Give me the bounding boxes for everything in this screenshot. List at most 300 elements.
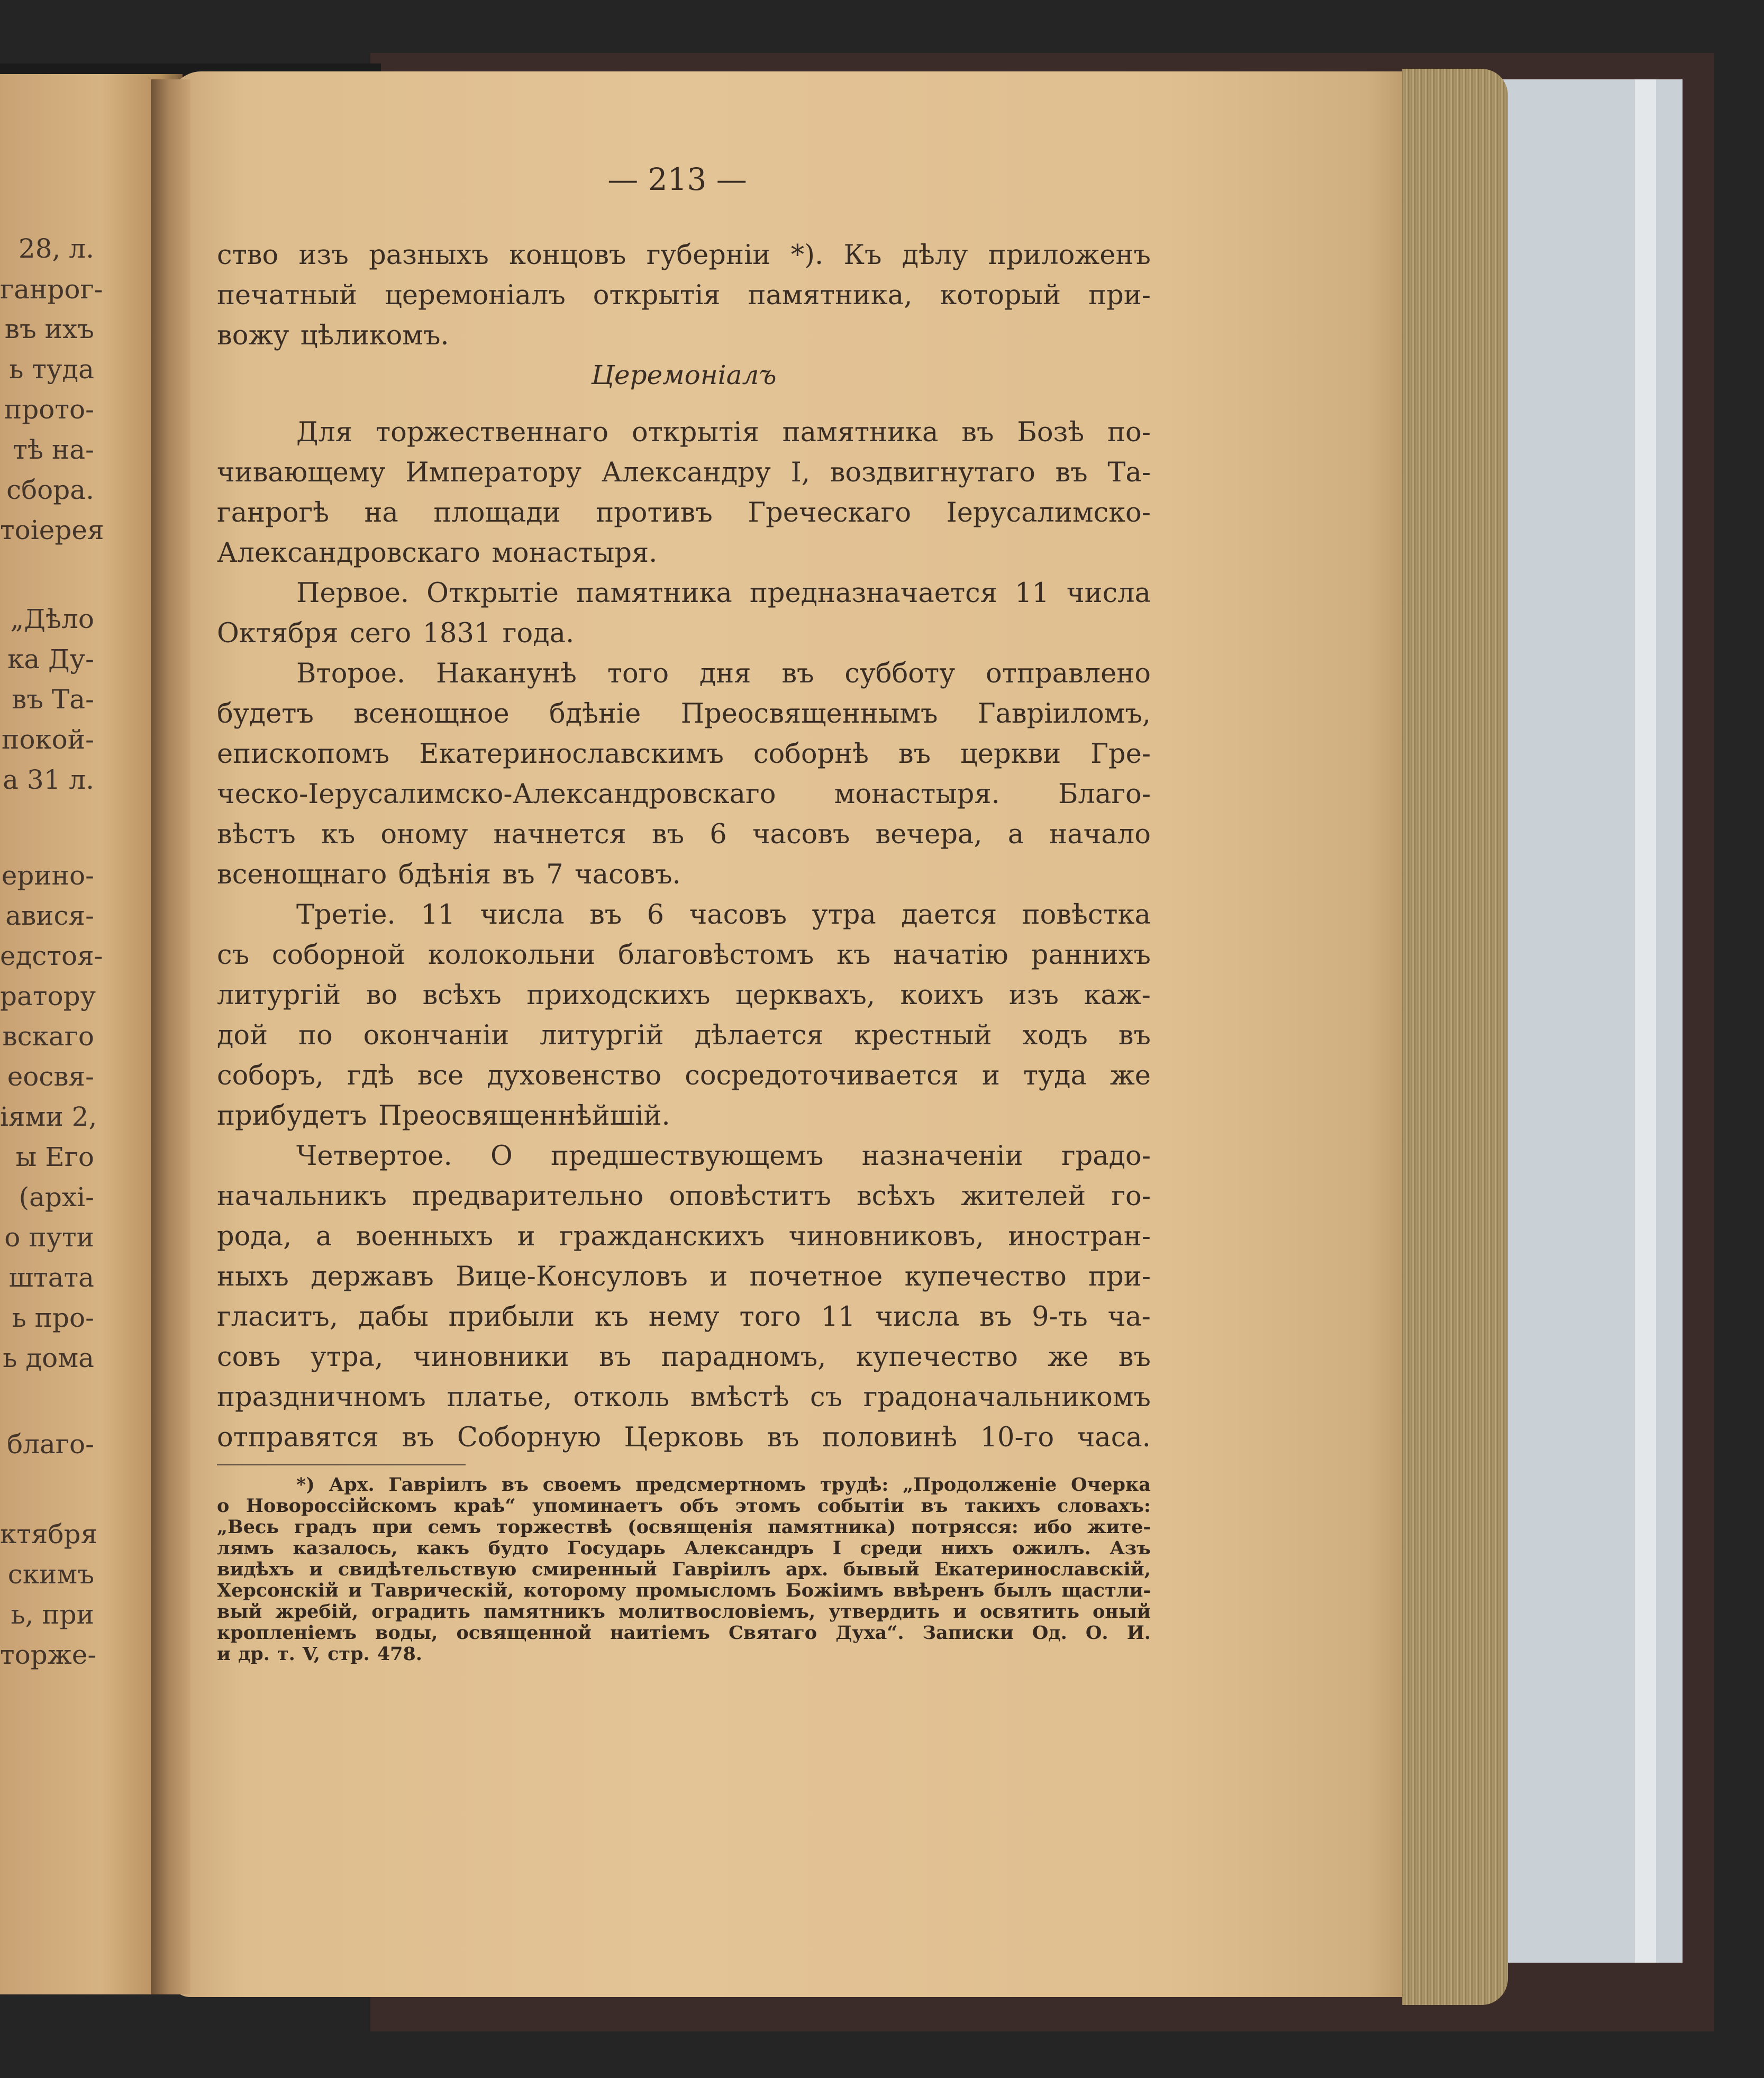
word: среди — [860, 1537, 923, 1559]
word: числа — [480, 899, 565, 931]
word: предшествующемъ — [551, 1141, 824, 1172]
word: трудѣ: — [820, 1474, 889, 1496]
word: Екатеринославскій, — [934, 1558, 1151, 1580]
left-fragment: ратору — [0, 981, 96, 1011]
left-fragment: въ ихъ — [4, 314, 94, 344]
left-fragment: вскаго — [2, 1021, 94, 1052]
word: Божіимъ — [785, 1580, 884, 1601]
word: 6 — [710, 819, 727, 850]
word: крестный — [854, 1020, 992, 1051]
word: въ — [1055, 457, 1088, 488]
left-fragment: ктября — [0, 1519, 98, 1550]
word: 11 — [1014, 578, 1049, 609]
footnote-line — [296, 1474, 1151, 1496]
word: благовѣстомъ — [618, 940, 814, 971]
word: 10-го — [980, 1422, 1054, 1453]
word: отправятся — [217, 1422, 379, 1453]
word: утвердить — [829, 1601, 940, 1623]
word: Императору — [405, 457, 582, 488]
word: наитіемъ — [610, 1622, 710, 1644]
word: всѣхъ — [422, 980, 502, 1011]
word: Од. — [1032, 1622, 1067, 1644]
left-fragment: торже- — [0, 1639, 97, 1670]
word: памятника — [782, 417, 939, 448]
left-fragment: благо- — [7, 1429, 94, 1460]
word: Александръ — [684, 1537, 814, 1559]
word: 6 — [647, 899, 665, 931]
word: Бозѣ — [1017, 417, 1085, 448]
word: воздвигнутаго — [830, 457, 1035, 488]
word: праздничномъ — [217, 1382, 426, 1413]
word: при — [372, 1516, 413, 1538]
word: Таврическій, — [371, 1580, 514, 1601]
word: О. — [1085, 1622, 1108, 1644]
word: рода, — [217, 1221, 292, 1252]
word: Гре- — [1090, 739, 1151, 770]
left-fragment: ерино- — [1, 860, 94, 891]
word: дается — [901, 899, 997, 931]
word: упоминаетъ — [532, 1495, 663, 1517]
word: повѣстка — [1022, 899, 1151, 931]
word: каж- — [1084, 980, 1151, 1011]
word: Гавріиломъ, — [977, 698, 1151, 730]
word: этомъ — [735, 1495, 801, 1517]
word: прибудетъ — [217, 1100, 367, 1132]
left-fragment: едстоя- — [0, 941, 103, 971]
word: Соборную — [457, 1422, 602, 1453]
text-line — [217, 976, 1151, 1016]
word: утра, — [310, 1342, 384, 1373]
word: объ — [679, 1495, 719, 1517]
word: во — [366, 980, 398, 1011]
word: Азъ — [1110, 1537, 1151, 1559]
word: бдѣніе — [549, 698, 641, 730]
word: Преосвященнѣйшій. — [378, 1100, 670, 1132]
left-fragment: ы Его — [15, 1142, 94, 1172]
word: колокольни — [428, 940, 596, 971]
word: молитвословіемъ, — [618, 1601, 816, 1623]
word: начальникъ — [217, 1181, 387, 1212]
left-fragment: ь про- — [12, 1302, 94, 1333]
text-line — [217, 774, 1151, 815]
word: въ — [402, 1422, 434, 1453]
word: *). — [790, 240, 824, 271]
word: жителей — [961, 1181, 1086, 1212]
left-page-text — [0, 0, 106, 2078]
word: памятника) — [768, 1516, 896, 1538]
word: Благо- — [1058, 779, 1151, 810]
word: Третіе. — [296, 899, 396, 931]
word: Первое. — [296, 578, 410, 609]
word: площади — [433, 497, 561, 528]
word: ввѣренъ — [893, 1580, 985, 1601]
word: военныхъ — [356, 1221, 494, 1252]
word: коихъ — [900, 980, 984, 1011]
text-line — [217, 453, 1151, 493]
footnote-line — [217, 1601, 1151, 1623]
word: словахъ: — [1057, 1495, 1151, 1517]
word: оградить — [371, 1601, 470, 1623]
word: торжественнаго — [375, 417, 609, 448]
word: по — [298, 1020, 333, 1051]
left-fragment: тоіерея — [0, 515, 104, 545]
word: и — [348, 1580, 362, 1601]
text-line — [217, 235, 1151, 276]
word: о — [217, 1495, 230, 1517]
text-line — [217, 1096, 1151, 1136]
text-line — [296, 413, 1151, 453]
word: изъ — [1008, 980, 1059, 1011]
word: И. — [1126, 1622, 1151, 1644]
left-fragment: ь туда — [9, 354, 94, 385]
word: своемъ — [542, 1474, 622, 1496]
word: епископомъ — [217, 739, 390, 770]
word: купечество — [856, 1342, 1018, 1373]
word: литургій — [217, 980, 341, 1011]
word: кропленіемъ — [217, 1622, 357, 1644]
word: которому — [523, 1580, 626, 1601]
word: и — [953, 1601, 967, 1623]
word: свидѣтельствую — [338, 1558, 517, 1580]
word: градъ — [294, 1516, 357, 1538]
word: Вице-Консуловъ — [456, 1261, 688, 1292]
word: въ — [979, 1301, 1012, 1333]
word: градо- — [1061, 1141, 1151, 1172]
word: Духа“. — [835, 1622, 904, 1644]
word: назначеніи — [861, 1141, 1023, 1172]
word: числа — [1066, 578, 1151, 609]
word: цѣликомъ. — [300, 320, 449, 351]
word: противъ — [596, 497, 713, 528]
word: дня — [699, 658, 751, 689]
word: V, — [302, 1643, 321, 1665]
footnote-line — [217, 1538, 1151, 1559]
word: 9-ть — [1032, 1301, 1088, 1333]
text-line — [296, 573, 1151, 614]
left-fragment: еосвя- — [7, 1061, 94, 1092]
word: утра — [812, 899, 876, 931]
word: Преосвященнымъ — [680, 698, 938, 730]
text-line — [217, 855, 1151, 895]
text-line — [217, 734, 1151, 774]
text-line — [296, 895, 1151, 935]
left-fragment: (архі- — [19, 1182, 94, 1213]
word: открытія — [632, 417, 759, 448]
word: въ — [781, 658, 814, 689]
word: Октября — [217, 618, 339, 649]
word: „Продолженіе — [903, 1474, 1057, 1496]
word: все — [417, 1060, 464, 1091]
text-line — [217, 316, 1151, 356]
word: бдѣнія — [398, 859, 492, 890]
word: оный — [1092, 1601, 1151, 1623]
word: чиновники — [413, 1342, 569, 1373]
text-line — [296, 654, 1151, 694]
left-fragment: ь, при — [11, 1599, 94, 1630]
word: Государь — [567, 1537, 666, 1559]
word: Гавріилъ — [672, 1558, 771, 1580]
word: Открытіе — [426, 578, 559, 609]
text-line — [217, 1217, 1151, 1257]
word: 1831 — [422, 618, 492, 649]
word: сего — [350, 618, 412, 649]
word: чиновниковъ, — [788, 1221, 984, 1252]
text-line — [217, 1337, 1151, 1378]
text-line — [296, 1136, 1151, 1177]
word: смиренный — [531, 1558, 657, 1580]
word: начало — [1049, 819, 1151, 850]
page-number: — 213 — — [607, 161, 747, 197]
word: будетъ — [217, 698, 314, 730]
word: памятникъ — [483, 1601, 605, 1623]
word: ческо-Іерусалимско-Александровскаго — [217, 779, 776, 810]
word: жите- — [1087, 1516, 1151, 1538]
left-fragment: ка Ду- — [7, 644, 94, 675]
word: ча- — [1107, 1301, 1151, 1333]
text-line — [217, 1418, 1151, 1458]
word: въ — [921, 1495, 948, 1517]
word: градоначальникомъ — [863, 1382, 1151, 1413]
word: нему — [648, 1301, 720, 1333]
word: гражданскихъ — [559, 1221, 765, 1252]
left-fragment: покой- — [2, 724, 94, 755]
word: всѣхъ — [856, 1181, 936, 1212]
word: 11 — [821, 1301, 856, 1333]
text-line — [217, 1016, 1151, 1056]
left-fragment: тѣ на- — [13, 434, 94, 465]
word: и — [517, 1221, 535, 1252]
book-cover-edge — [1635, 79, 1656, 1963]
word: года. — [502, 618, 575, 649]
text-line — [217, 694, 1151, 734]
word: по- — [1107, 417, 1151, 448]
book-gutter — [151, 79, 190, 1994]
word: былъ — [994, 1580, 1052, 1601]
word: монастыря. — [492, 537, 658, 569]
word: того — [739, 1301, 801, 1333]
word: въ — [1118, 1020, 1151, 1051]
text-line — [217, 276, 1151, 316]
word: всенощное — [353, 698, 510, 730]
text-line — [217, 935, 1151, 976]
text-line — [217, 1378, 1151, 1418]
word: который — [940, 280, 1061, 311]
word: въ — [898, 739, 931, 770]
word: числа — [875, 1301, 960, 1333]
word: въ — [1118, 1342, 1151, 1373]
word: предсмертномъ — [635, 1474, 806, 1496]
word: печатный — [217, 280, 358, 311]
word: часовъ — [689, 899, 787, 931]
footnote-line — [217, 1623, 1151, 1644]
word: событіи — [817, 1495, 904, 1517]
word: концовъ — [509, 240, 626, 271]
word: церемоніалъ — [385, 280, 566, 311]
word: Александровскаго — [217, 537, 480, 569]
word: церквахъ, — [735, 980, 876, 1011]
word: лямъ — [217, 1537, 274, 1559]
word: дабы — [358, 1301, 429, 1333]
word: въ — [502, 859, 535, 890]
text-line — [217, 815, 1151, 855]
text-line — [217, 493, 1151, 533]
word: парадномъ, — [661, 1342, 826, 1373]
word: раннихъ — [1031, 940, 1151, 971]
word: „Весь — [217, 1516, 279, 1538]
word: видѣхъ — [217, 1558, 294, 1580]
word: въ — [767, 1422, 799, 1453]
word: съ — [217, 940, 250, 971]
word: и — [217, 1643, 231, 1665]
word: оному — [380, 819, 468, 850]
word: Наканунѣ — [435, 658, 577, 689]
word: а — [1007, 819, 1024, 850]
word: отколь — [573, 1382, 669, 1413]
word: Александру — [601, 457, 771, 488]
word: предназначается — [749, 578, 997, 609]
word: губерніи — [646, 240, 771, 271]
word: ожилъ. — [1012, 1537, 1091, 1559]
word: промысломъ — [635, 1580, 776, 1601]
word: сосредоточивается — [685, 1060, 959, 1091]
word: какъ — [416, 1537, 470, 1559]
left-fragment: сбора. — [6, 475, 94, 505]
text-line — [217, 1257, 1151, 1297]
section-heading: Церемоніалъ — [591, 360, 777, 390]
word: Очерка — [1071, 1474, 1151, 1496]
word: воды, — [375, 1622, 438, 1644]
word: стр. — [328, 1643, 370, 1665]
word: къ — [321, 819, 356, 850]
word: Іерусалимско- — [946, 497, 1151, 528]
left-fragment: 28, л. — [18, 233, 94, 264]
word: будто — [488, 1537, 549, 1559]
word: и — [981, 1060, 1000, 1091]
word: 7 — [546, 859, 563, 890]
word: въ — [598, 1342, 632, 1373]
word: др. — [238, 1643, 270, 1665]
footnote-line — [217, 1517, 1151, 1538]
word: Къ — [843, 240, 882, 271]
word: такихъ — [965, 1495, 1041, 1517]
word: часовъ — [752, 819, 850, 850]
word: приходскихъ — [526, 980, 711, 1011]
word: ходъ — [1022, 1020, 1088, 1051]
word: семъ — [428, 1516, 481, 1538]
left-fragment: іями 2, — [0, 1101, 97, 1132]
word: туда — [1023, 1060, 1087, 1091]
word: изъ — [298, 240, 349, 271]
word: отправлено — [986, 658, 1151, 689]
word: дой — [217, 1020, 268, 1051]
word: же — [1048, 1342, 1089, 1373]
word: ганрогѣ — [217, 497, 329, 528]
word: вый — [217, 1601, 262, 1623]
word: *) — [296, 1474, 315, 1496]
word: платье, — [447, 1382, 552, 1413]
word: т. — [277, 1643, 295, 1665]
left-fragment: въ Та- — [12, 684, 94, 715]
word: О — [490, 1141, 513, 1172]
word: вечера, — [875, 819, 983, 850]
word: купечество — [904, 1261, 1067, 1292]
word: предварительно — [412, 1181, 644, 1212]
word: 478. — [377, 1643, 422, 1665]
text-line — [217, 533, 1151, 573]
left-fragment: ганрог- — [0, 274, 103, 305]
word: къ — [836, 940, 871, 971]
word: соборной — [271, 940, 405, 971]
word: открытія — [593, 280, 721, 311]
word: начнется — [493, 819, 626, 850]
word: го- — [1111, 1181, 1151, 1212]
word: памятника — [576, 578, 732, 609]
footnote-line — [217, 1496, 1151, 1517]
word: Греческаго — [748, 497, 912, 528]
word: вѣстъ — [217, 819, 296, 850]
word: Херсонскій — [217, 1580, 339, 1601]
word: при- — [1088, 1261, 1151, 1292]
word: Церковь — [624, 1422, 744, 1453]
left-fragment: авися- — [5, 900, 94, 931]
word: въ — [501, 1474, 529, 1496]
word: Записки — [922, 1622, 1014, 1644]
word: окончаніи — [363, 1020, 510, 1051]
word: (освященія — [628, 1516, 753, 1538]
word: дѣлу — [902, 240, 968, 271]
word: оповѣститъ — [669, 1181, 831, 1212]
left-fragment: о пути — [4, 1222, 94, 1253]
word: Екатеринославскимъ — [419, 739, 724, 770]
word: гдѣ — [347, 1060, 394, 1091]
word: литургій — [540, 1020, 664, 1051]
word: церкви — [960, 739, 1061, 770]
word: чивающему — [217, 457, 386, 488]
word: въ — [589, 899, 622, 931]
word: бывый — [843, 1558, 920, 1580]
word: Арх. — [329, 1474, 375, 1496]
word: Четвертое. — [296, 1141, 452, 1172]
word: I — [832, 1537, 842, 1559]
word: Второе. — [296, 658, 406, 689]
word: при- — [1088, 280, 1151, 311]
word: субботу — [844, 658, 956, 689]
word: державъ — [311, 1261, 434, 1292]
word: щастли- — [1061, 1580, 1151, 1601]
word: ство — [217, 240, 279, 271]
word: къ — [594, 1301, 629, 1333]
word: гласитъ, — [217, 1301, 338, 1333]
word: а — [315, 1221, 332, 1252]
left-fragment: прото- — [4, 394, 94, 425]
word: съ — [810, 1382, 843, 1413]
left-fragment: „Дѣло — [10, 604, 94, 634]
word: казалось, — [293, 1537, 398, 1559]
word: почетное — [749, 1261, 883, 1292]
left-fragment: ь дома — [3, 1343, 94, 1373]
word: вмѣстѣ — [690, 1382, 789, 1413]
word: разныхъ — [369, 240, 489, 271]
word: Гавріилъ — [388, 1474, 487, 1496]
text-line — [217, 1177, 1151, 1217]
word: Для — [296, 417, 353, 448]
word: въ — [961, 417, 994, 448]
left-fragment: скимъ — [7, 1559, 94, 1590]
word: потрясся: — [911, 1516, 1019, 1538]
word: Святаго — [728, 1622, 817, 1644]
word: и — [309, 1558, 323, 1580]
word: всенощнаго — [217, 859, 387, 890]
